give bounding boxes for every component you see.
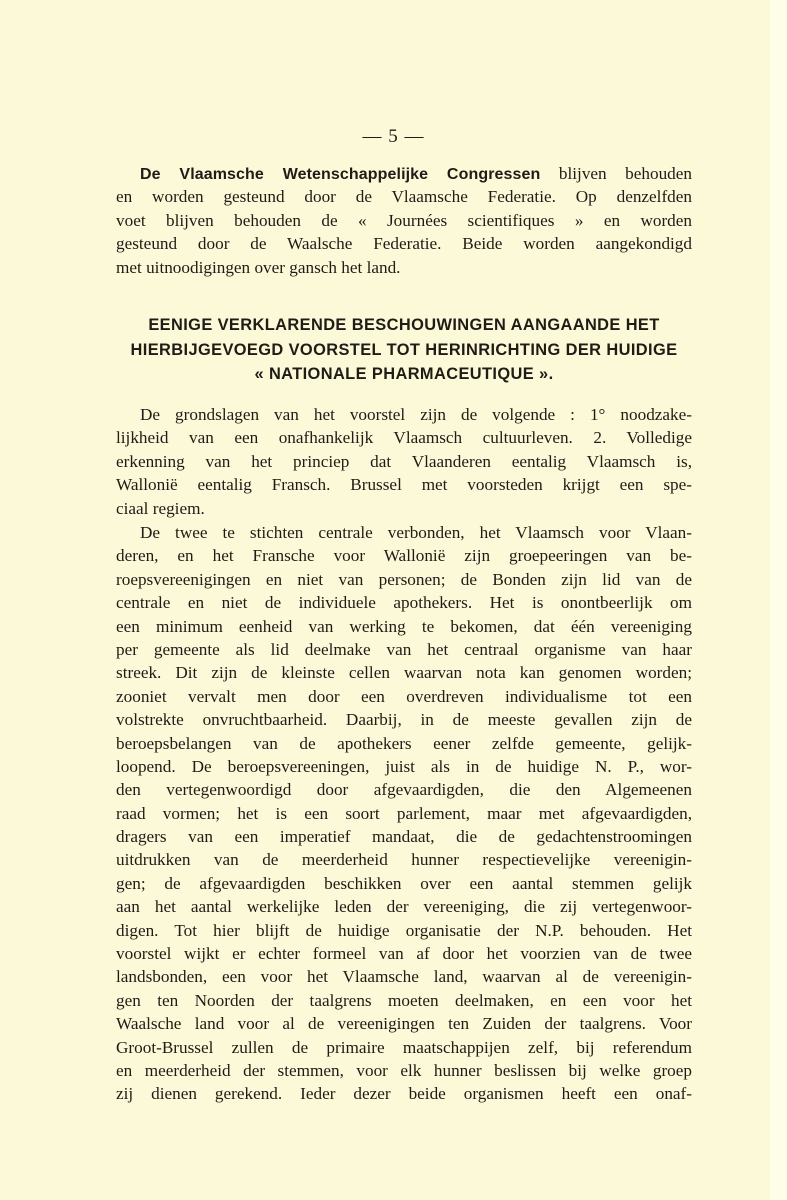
paragraph-line: landsbonden, een voor het Vlaamsche land, waarvan al de vereenigin-	[116, 967, 692, 987]
paragraph-line: streek. Dit zijn de kleinste cellen waarvan nota kan genomen worden;	[116, 663, 692, 683]
paragraph-line: Waalsche land voor al de vereenigingen ten Zuiden der taalgrens. Voor	[116, 1014, 692, 1034]
paragraph-line: zooniet vervalt men door een overdreven individualisme tot een	[116, 686, 692, 706]
paragraph-1	[116, 403, 692, 520]
page-edge	[770, 0, 787, 1200]
heading-line: HIERBIJGEVOEGD VOORSTEL TOT HERINRICHTING DER HUIDIGE	[130, 340, 678, 359]
paragraph-line: loopend. De beroepsvereeningen, juist als in de huidige N. P., wor-	[116, 756, 692, 776]
heading-line: « NATIONALE PHARMACEUTIQUE ».	[254, 365, 554, 383]
intro-line	[116, 162, 692, 185]
section-heading	[116, 313, 692, 387]
paragraph-line: gen; de afgevaardigden beschikken over een aantal stemmen gelijk	[116, 873, 692, 893]
intro-line-text: blijven behouden	[540, 164, 692, 183]
paragraph-line: voorstel wijkt er echter formeel van af door het voorzien van de twee	[116, 944, 692, 964]
paragraph-line: dragers van een imperatief mandaat, die de gedachtenstroomingen	[116, 827, 692, 847]
page-number: — 5 —	[362, 126, 425, 147]
heading-line: EENIGE VERKLARENDE BESCHOUWINGEN AANGAANDE HET	[148, 316, 660, 334]
paragraph-line: en meerderheid der stemmen, voor elk hunner beslissen bij welke groep	[116, 1060, 692, 1080]
paragraph-line: ciaal regiem.	[116, 498, 205, 518]
paragraph-line: een minimum eenheid van werking te bekomen, dat één vereeniging	[116, 616, 692, 636]
paragraph-line: Wallonië eentalig Fransch. Brussel met voorsteden krijgt een spe-	[116, 475, 692, 495]
paragraph-line: gen ten Noorden der taalgrens moeten deelmaken, en een voor het	[116, 990, 692, 1010]
intro-bold-lead: De Vlaamsche Wetenschappelijke Congressen	[140, 166, 541, 183]
paragraph-line: roepsvereenigingen en niet van personen; de Bonden zijn lid van de	[116, 569, 692, 589]
paragraph-line: De twee te stichten centrale verbonden, het Vlaamsch voor Vlaan-	[140, 523, 692, 542]
paragraph-line: digen. Tot hier blijft de huidige organisatie der N.P. behouden. Het	[116, 920, 692, 940]
paragraph-line: raad vormen; het is een soort parlement, maar met afgevaardigden,	[116, 803, 692, 823]
paragraph-line: zij dienen gerekend. Ieder dezer beide organismen heeft een onaf-	[116, 1084, 692, 1104]
intro-line: voet blijven behouden de « Journées scientifiques » en worden	[116, 210, 692, 230]
intro-paragraph	[116, 162, 692, 279]
paragraph-line: uitdrukken van de meerderheid hunner respectievelijke vereenigin-	[116, 850, 692, 870]
paragraph-line: erkenning van het princiep dat Vlaanderen eentalig Vlaamsch is,	[116, 451, 692, 471]
intro-line: en worden gesteund door de Vlaamsche Federatie. Op denzelfden	[116, 187, 692, 207]
paragraph-line: deren, en het Fransche voor Wallonië zijn groepeeringen van be-	[116, 546, 692, 566]
intro-line: met uitnoodigingen over gansch het land.	[116, 257, 401, 277]
paragraph-line: centrale en niet de individuele apothekers. Het is onontbeerlijk om	[116, 593, 692, 613]
paragraph-line: den vertegenwoordigd door afgevaardigden, die den Algemeenen	[116, 780, 692, 800]
paragraph-line: beroepsbelangen van de apothekers eener zelfde gemeente, gelijk-	[116, 733, 692, 753]
paragraph-line: per gemeente als lid deelmake van het centraal organisme van haar	[116, 639, 692, 659]
paragraph-line: volstrekte onvruchtbaarheid. Daarbij, in de meeste gevallen zijn de	[116, 710, 692, 730]
paragraph-line: Groot-Brussel zullen de primaire maatschappijen zelf, bij referendum	[116, 1037, 692, 1057]
paragraph-2	[116, 521, 692, 1106]
paragraph-line: lijkheid van een onafhankelijk Vlaamsch cultuurleven. 2. Volledige	[116, 428, 692, 448]
paragraph-line: De grondslagen van het voorstel zijn de volgende : 1° noodzake-	[140, 405, 692, 424]
intro-line: gesteund door de Waalsche Federatie. Beide worden aangekondigd	[116, 234, 692, 254]
paragraph-line: aan het aantal werkelijke leden der vereeniging, die zij vertegenwoor-	[116, 897, 692, 917]
